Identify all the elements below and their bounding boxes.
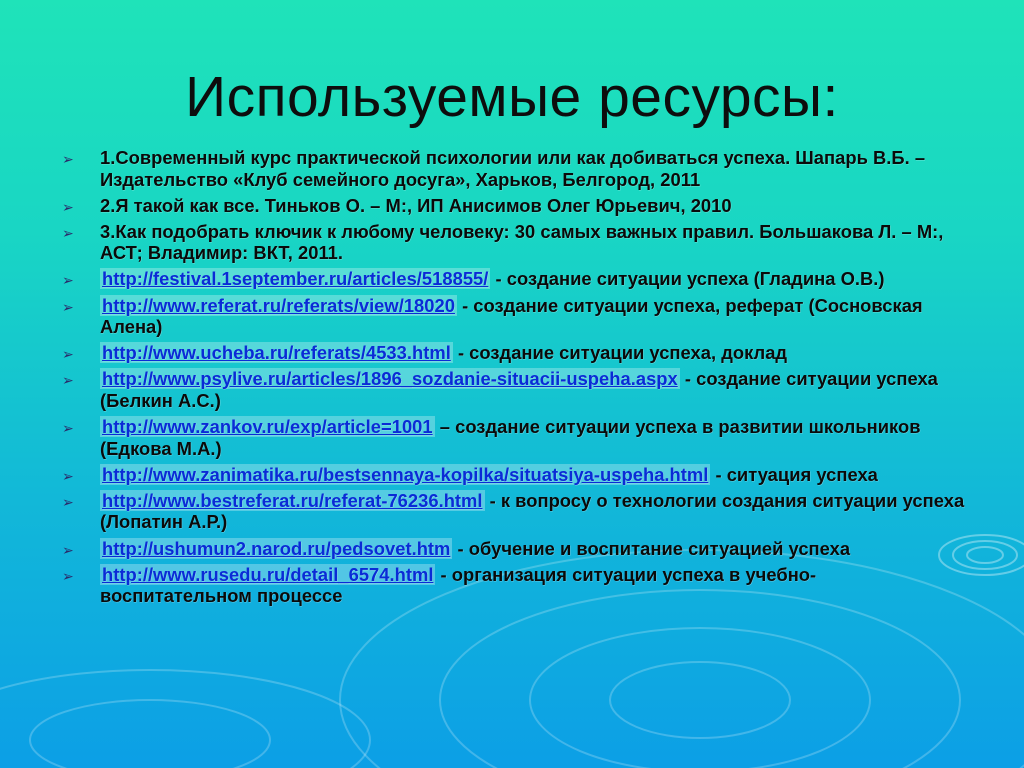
chevron-right-icon: ➢ — [62, 541, 74, 558]
chevron-right-icon: ➢ — [62, 567, 74, 584]
item-text: - ситуация успеха — [710, 463, 878, 485]
chevron-right-icon: ➢ — [62, 372, 74, 389]
resource-link[interactable]: http://www.psylive.ru/articles/1896_sozdanie-situacii-uspeha.aspx — [102, 368, 678, 390]
item-text: - создание ситуации успеха (Белкин А.С.) — [100, 368, 938, 411]
item-text: 1.Современный курс практической психологии или как добиваться успеха. Шапарь В.Б. – Издательство «Клуб семейного досуга», Харьков, Белгород, 2011 — [100, 147, 926, 190]
chevron-right-icon: ➢ — [62, 467, 74, 484]
chevron-right-icon: ➢ — [62, 420, 74, 437]
resource-link[interactable]: http://ushumun2.narod.ru/pedsovet.htm — [102, 537, 451, 559]
item-text: - создание ситуации успеха, доклад — [452, 342, 788, 364]
resource-link[interactable]: http://www.zankov.ru/exp/article=1001 — [102, 416, 433, 438]
list-item — [62, 195, 967, 217]
item-text: - обучение и воспитание ситуацией успеха — [452, 537, 851, 559]
list-item — [62, 342, 967, 364]
slide-title: Используемые ресурсы: — [185, 65, 839, 129]
chevron-right-icon: ➢ — [62, 224, 74, 241]
list-item — [62, 564, 967, 607]
list-item — [62, 147, 967, 190]
resource-link[interactable]: http://festival.1september.ru/articles/518855/ — [102, 268, 489, 290]
list-item — [62, 221, 967, 264]
list-item — [62, 490, 967, 533]
chevron-right-icon: ➢ — [62, 151, 74, 167]
list-item — [62, 295, 967, 338]
list-item — [62, 416, 967, 459]
resource-link[interactable]: http://www.zanimatika.ru/bestsennaya-kopilka/situatsiya-uspeha.html — [102, 463, 709, 485]
resource-list — [62, 147, 967, 611]
resource-link[interactable]: http://www.bestreferat.ru/referat-76236.html — [102, 489, 483, 511]
chevron-right-icon: ➢ — [62, 298, 74, 315]
item-text: - создание ситуации успеха, реферат (Сосновская Алена) — [100, 294, 923, 338]
item-text: - создание ситуации успеха (Гладина О.В.) — [490, 268, 885, 290]
chevron-right-icon: ➢ — [62, 493, 74, 510]
list-item — [62, 464, 967, 486]
item-text: – создание ситуации успеха в развитии школьников (Едкова М.А.) — [100, 416, 921, 459]
list-item — [62, 268, 967, 290]
chevron-right-icon: ➢ — [62, 346, 74, 363]
item-text: 3.Как подобрать ключик к любому человеку: 30 самых важных правил. Большакова Л. – М:, АСТ; Владимир: ВКТ, 2011. — [100, 220, 944, 264]
chevron-right-icon: ➢ — [62, 198, 74, 215]
list-item — [62, 538, 967, 560]
resource-link[interactable]: http://www.rusedu.ru/detail_6574.html — [102, 563, 434, 585]
resource-link[interactable]: http://www.ucheba.ru/referats/4533.html — [102, 342, 451, 364]
chevron-right-icon: ➢ — [62, 272, 74, 289]
item-text: 2.Я такой как все. Тиньков О. – М:, ИП Анисимов Олег Юрьевич, 2010 — [100, 194, 732, 216]
item-text: - организация ситуации успеха в учебно-воспитательном процессе — [100, 563, 817, 607]
item-text: - к вопросу о технологии создания ситуации успеха (Лопатин А.Р.) — [100, 489, 965, 533]
resource-link[interactable]: http://www.referat.ru/referats/view/18020 — [102, 294, 455, 316]
list-item — [62, 368, 967, 411]
